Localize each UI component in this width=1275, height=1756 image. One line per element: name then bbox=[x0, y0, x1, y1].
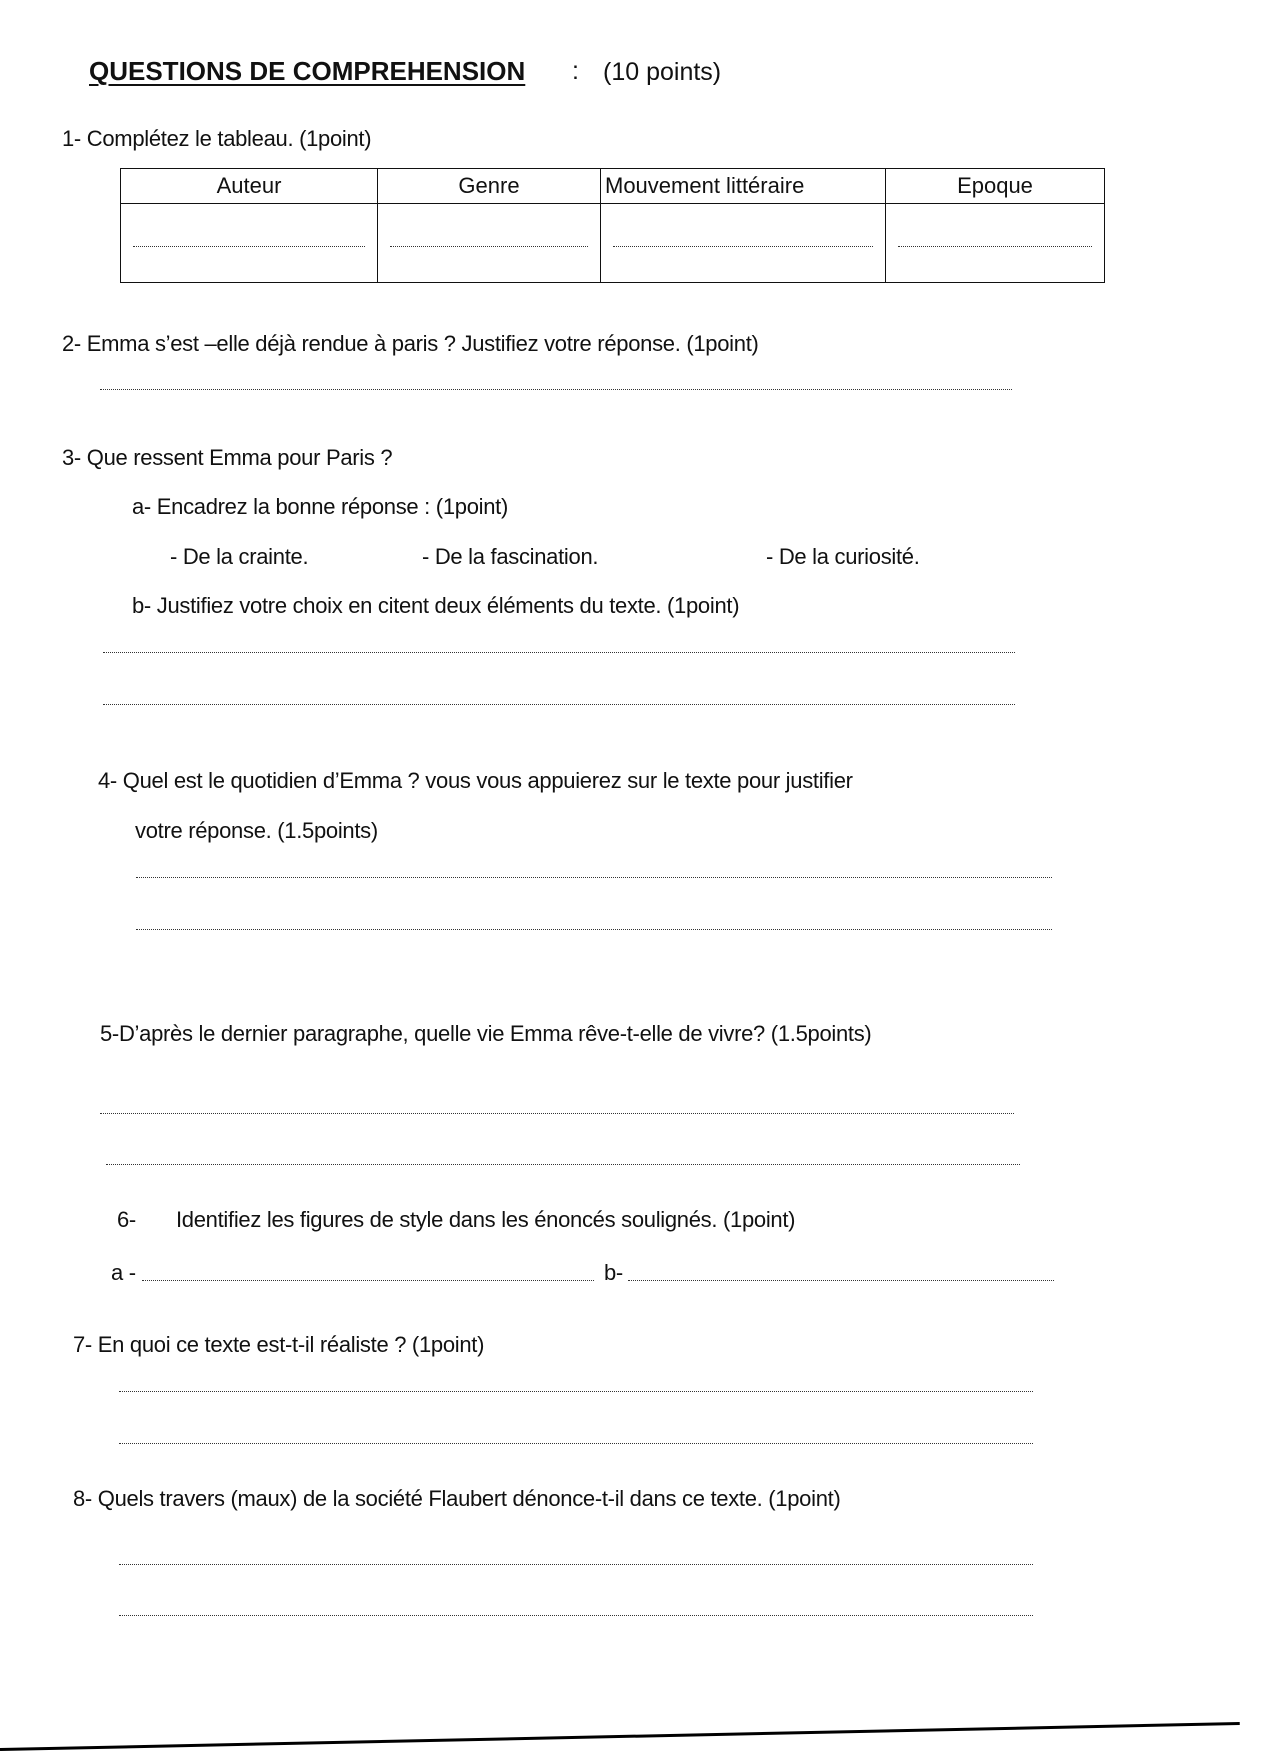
question-4-answer-line-1[interactable] bbox=[136, 877, 1052, 878]
question-5-label: 5-D’après le dernier paragraphe, quelle vie Emma rêve-t-elle de vivre? (1.5points) bbox=[100, 1021, 872, 1046]
question-8-answer-line-1[interactable] bbox=[119, 1564, 1033, 1565]
question-6b-answer-line[interactable] bbox=[628, 1280, 1054, 1281]
option-crainte[interactable]: - De la crainte. bbox=[170, 544, 309, 569]
option-fascination[interactable]: - De la fascination. bbox=[422, 544, 599, 569]
author-answer-cell[interactable] bbox=[121, 204, 378, 283]
table-answer-row bbox=[121, 204, 1105, 283]
table-header-epoch: Epoque bbox=[886, 169, 1105, 204]
movement-answer-cell[interactable] bbox=[601, 204, 886, 283]
epoch-answer-cell[interactable] bbox=[886, 204, 1105, 283]
question-5-answer-line-2[interactable] bbox=[106, 1164, 1020, 1165]
question-6b-label: b- bbox=[604, 1260, 623, 1285]
answer-table bbox=[120, 168, 1105, 283]
table-header-movement: Mouvement littéraire bbox=[601, 169, 886, 204]
question-3a-label: a- Encadrez la bonne réponse : (1point) bbox=[132, 494, 508, 519]
question-1-label: 1- Complétez le tableau. (1point) bbox=[62, 126, 372, 151]
table-header-row bbox=[121, 169, 1105, 204]
question-3b-answer-line-1[interactable] bbox=[103, 652, 1015, 653]
question-5-answer-line-1[interactable] bbox=[100, 1113, 1014, 1114]
question-7-answer-line-2[interactable] bbox=[119, 1443, 1033, 1444]
question-3-label: 3- Que ressent Emma pour Paris ? bbox=[62, 445, 393, 470]
table-header-genre: Genre bbox=[378, 169, 601, 204]
author-answer-field[interactable] bbox=[133, 246, 365, 247]
epoch-answer-field[interactable] bbox=[898, 246, 1092, 247]
question-4-label-line-1: 4- Quel est le quotidien d’Emma ? vous vous appuierez sur le texte pour justifier bbox=[98, 768, 853, 793]
question-6-number: 6- bbox=[117, 1207, 136, 1232]
question-4-label-line-2: votre réponse. (1.5points) bbox=[135, 818, 378, 843]
question-6a-label: a - bbox=[111, 1260, 136, 1285]
page-title: QUESTIONS DE COMPREHENSION bbox=[89, 56, 526, 86]
genre-answer-field[interactable] bbox=[390, 246, 588, 247]
question-7-answer-line-1[interactable] bbox=[119, 1391, 1033, 1392]
question-3b-answer-line-2[interactable] bbox=[103, 704, 1015, 705]
total-points: (10 points) bbox=[603, 58, 722, 86]
question-3b-label: b- Justifiez votre choix en citent deux éléments du texte. (1point) bbox=[132, 593, 740, 618]
question-8-label: 8- Quels travers (maux) de la société Flaubert dénonce-t-il dans ce texte. (1point) bbox=[73, 1486, 841, 1511]
title-colon: : bbox=[572, 57, 579, 85]
page-bottom-rule bbox=[0, 1722, 1240, 1751]
option-curiosite[interactable]: - De la curiosité. bbox=[766, 544, 920, 569]
question-2-answer-line[interactable] bbox=[100, 389, 1012, 390]
question-7-label: 7- En quoi ce texte est-t-il réaliste ? (1point) bbox=[73, 1332, 485, 1357]
genre-answer-cell[interactable] bbox=[378, 204, 601, 283]
question-4-answer-line-2[interactable] bbox=[136, 929, 1052, 930]
question-2-label: 2- Emma s’est –elle déjà rendue à paris ? Justifiez votre réponse. (1point) bbox=[62, 331, 759, 356]
movement-answer-field[interactable] bbox=[613, 246, 873, 247]
question-6a-answer-line[interactable] bbox=[142, 1280, 594, 1281]
question-6-label: Identifiez les figures de style dans les énoncés soulignés. (1point) bbox=[176, 1207, 796, 1232]
question-8-answer-line-2[interactable] bbox=[119, 1615, 1033, 1616]
table-header-author: Auteur bbox=[121, 169, 378, 204]
